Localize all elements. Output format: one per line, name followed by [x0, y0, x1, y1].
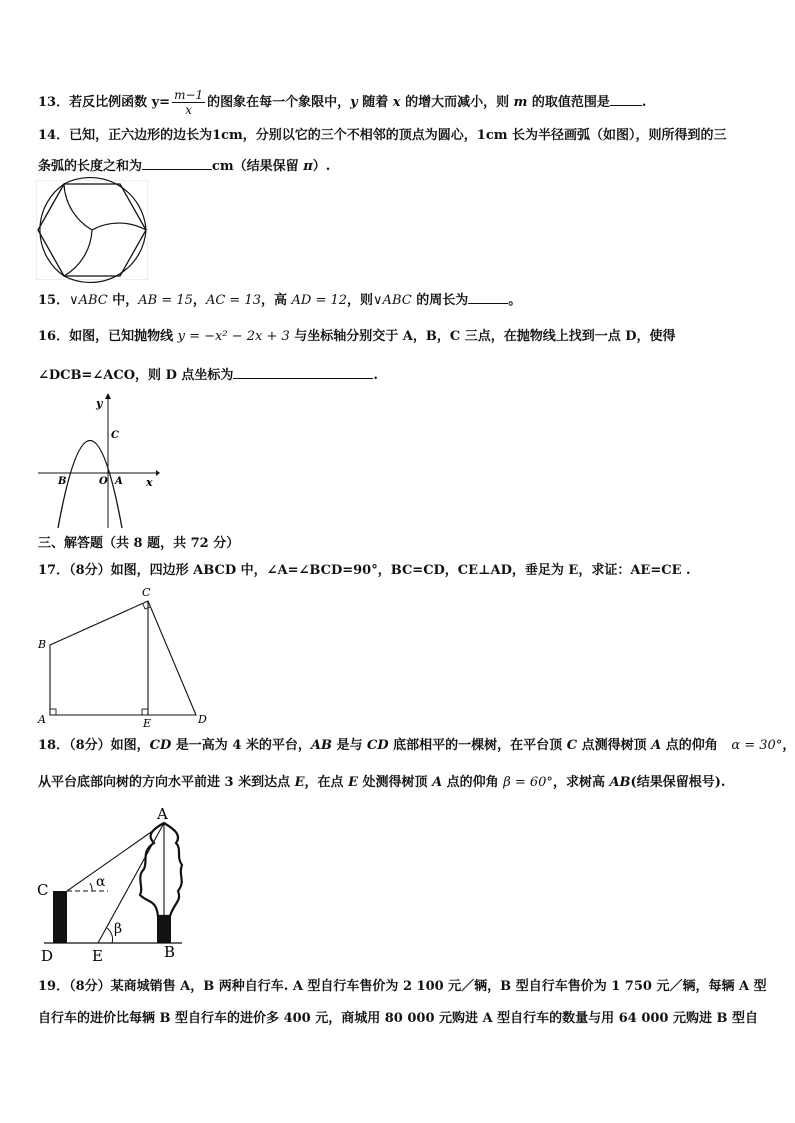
- var-x: x: [392, 95, 401, 110]
- q18-text: ，在点: [304, 775, 349, 790]
- angle-beta: β = 60°: [503, 775, 553, 790]
- q16-text: 与坐标轴分别交于 A，B，C 三点，在抛物线上找到一点 D，使得: [289, 329, 676, 344]
- q16-text: ∠DCB=∠ACO，则 D 点坐标为: [38, 368, 234, 383]
- parabola-curve: [58, 441, 122, 529]
- label-b: B: [58, 476, 67, 487]
- fraction: [172, 88, 205, 117]
- q18-text: 处测得树顶: [358, 775, 433, 790]
- label-d: D: [41, 947, 54, 965]
- triangle-abc: ∨ABC: [69, 293, 108, 308]
- tree-trunk-b: [157, 916, 171, 943]
- label-c: C: [37, 881, 49, 899]
- var-ab: AB: [609, 775, 631, 790]
- arc-5: [64, 230, 146, 282]
- arc-6: [40, 184, 64, 276]
- arc-4: [64, 178, 146, 230]
- alpha-arc: [90, 883, 92, 891]
- var-a: A: [432, 775, 443, 790]
- q18-text: 是与: [331, 738, 368, 753]
- section-heading: 三、解答题（共 8 题，共 72 分）: [38, 536, 240, 551]
- beta-arc: [107, 928, 113, 943]
- x-axis-arrow: [156, 470, 160, 476]
- q15-text: 。: [508, 293, 522, 308]
- var-c: C: [566, 738, 578, 753]
- var-ab: AB: [310, 738, 332, 753]
- q15-text: ，则: [347, 293, 374, 308]
- label-a: A: [157, 805, 168, 823]
- answer-blank-16[interactable]: [233, 366, 373, 379]
- var-cd: CD: [149, 738, 172, 753]
- q18-text: 点的仰角: [661, 738, 718, 753]
- quadrilateral-figure: [36, 585, 214, 730]
- q15-text: ，高: [260, 293, 292, 308]
- ad-length: AD = 12: [291, 293, 348, 308]
- label-a: A: [115, 476, 123, 487]
- label-b: B: [38, 638, 47, 651]
- fraction-denominator: x: [185, 103, 192, 117]
- q18-text: 是一高为 4 米的平台，: [171, 738, 311, 753]
- q15-text: 中，: [107, 293, 139, 308]
- q18-text: 18．（8分）如图，: [38, 738, 150, 753]
- y-axis-arrow: [105, 393, 111, 399]
- arc-2: [92, 223, 146, 230]
- question-16-line1: [38, 328, 676, 346]
- question-14-line1: 14．已知，正六边形的边长为1cm，分别以它的三个不相邻的顶点为圆心，1cm 长为半径画弧（如图），则所得到的三: [38, 128, 727, 143]
- question-17: 17．（8分）如图，四边形 ABCD 中，∠A=∠BCD=90°，BC=CD，CE⊥AD，垂足为 E，求证：AE=CE .: [38, 563, 691, 578]
- q13-text: 的图象在每一个象限中，: [207, 95, 351, 110]
- triangle-abc: ∨ABC: [373, 293, 412, 308]
- var-m: m: [513, 95, 528, 110]
- q13-text: 13．若反比例函数 y=: [38, 95, 171, 110]
- question-19-line2: 自行车的进价比每辆 B 型自行车的进价多 400 元，商城用 80 000 元购进 A 型自行车的数量与用 64 000 元购进 B 型自: [38, 1011, 759, 1026]
- sightline-ea: [98, 823, 164, 943]
- q18-text: 底部相平的一棵树，在平台顶: [388, 738, 567, 753]
- q13-text: 的取值范围是: [527, 95, 610, 110]
- fraction-numerator: m−1: [174, 88, 204, 102]
- q14-text: ）.: [312, 159, 331, 174]
- arc-3: [64, 230, 92, 276]
- label-e: E: [92, 947, 103, 965]
- label-c: C: [111, 430, 119, 441]
- parabola-figure: [38, 393, 160, 528]
- answer-blank-15[interactable]: [468, 291, 508, 304]
- label-e: E: [143, 717, 152, 730]
- tree-platform-figure: [36, 803, 196, 968]
- angle-alpha: α = 30°: [731, 738, 783, 753]
- var-y: y: [350, 95, 358, 110]
- right-angle-e: [142, 709, 148, 715]
- question-13: [38, 88, 646, 117]
- q16-text: .: [373, 368, 378, 383]
- q16-text: 16．如图，已知抛物线: [38, 329, 178, 344]
- pi-symbol: π: [303, 159, 313, 174]
- label-alpha: α: [96, 874, 106, 890]
- ab-length: AB = 15: [138, 293, 193, 308]
- q18-text: 从平台底部向树的方向水平前进 3 米到达点: [38, 775, 295, 790]
- label-beta: β: [114, 921, 123, 937]
- q13-text: .: [641, 95, 647, 110]
- arc-1: [64, 184, 92, 230]
- parabola-equation: y = −x² − 2x + 3: [177, 329, 290, 344]
- label-d: D: [198, 713, 207, 726]
- label-c: C: [142, 586, 151, 599]
- ac-length: AC = 13: [205, 293, 261, 308]
- question-19-line1: 19．（8分）某商城销售 A，B 两种自行车. A 型自行车售价为 2 100 元／辆，B 型自行车售价为 1 750 元／辆，每辆 A 型: [38, 979, 767, 994]
- q13-text: 的增大而减小，则: [400, 95, 514, 110]
- question-16-line2: [38, 366, 378, 385]
- right-angle-c: [143, 604, 150, 609]
- q14-text: 条弧的长度之和为: [38, 159, 143, 174]
- question-14-line2: [38, 157, 330, 176]
- label-x: x: [146, 476, 153, 489]
- q15-text: ，: [192, 293, 206, 308]
- var-e: E: [294, 775, 305, 790]
- label-a: A: [38, 713, 46, 726]
- sightline-ca: [67, 823, 164, 891]
- question-18-line1: [38, 737, 795, 755]
- hexagon-figure: [36, 180, 148, 280]
- q18-text: ，求树高: [552, 775, 610, 790]
- q18-text: ，: [782, 738, 795, 753]
- q18-text: 点的仰角: [442, 775, 504, 790]
- q13-text: 随着: [357, 95, 393, 110]
- tree-crown: [140, 823, 182, 916]
- q18-text: (结果保留根号).: [630, 775, 726, 790]
- quadrilateral-abcd: [50, 601, 196, 715]
- right-angle-a: [50, 709, 56, 715]
- var-a: A: [651, 738, 662, 753]
- q18-text: 点测得树顶: [577, 738, 652, 753]
- q15-text: 15．: [38, 293, 70, 308]
- label-b: B: [164, 943, 176, 961]
- label-o: O: [99, 476, 108, 487]
- question-18-line2: [38, 774, 725, 792]
- question-15: [38, 291, 521, 310]
- answer-blank-13[interactable]: [610, 93, 642, 106]
- q14-text: cm（结果保留: [212, 159, 304, 174]
- platform-cd: [53, 891, 67, 943]
- var-e: E: [348, 775, 358, 790]
- var-cd: CD: [367, 738, 389, 753]
- label-y: y: [96, 397, 103, 410]
- q15-text: 的周长为: [411, 293, 469, 308]
- answer-blank-14[interactable]: [142, 157, 212, 170]
